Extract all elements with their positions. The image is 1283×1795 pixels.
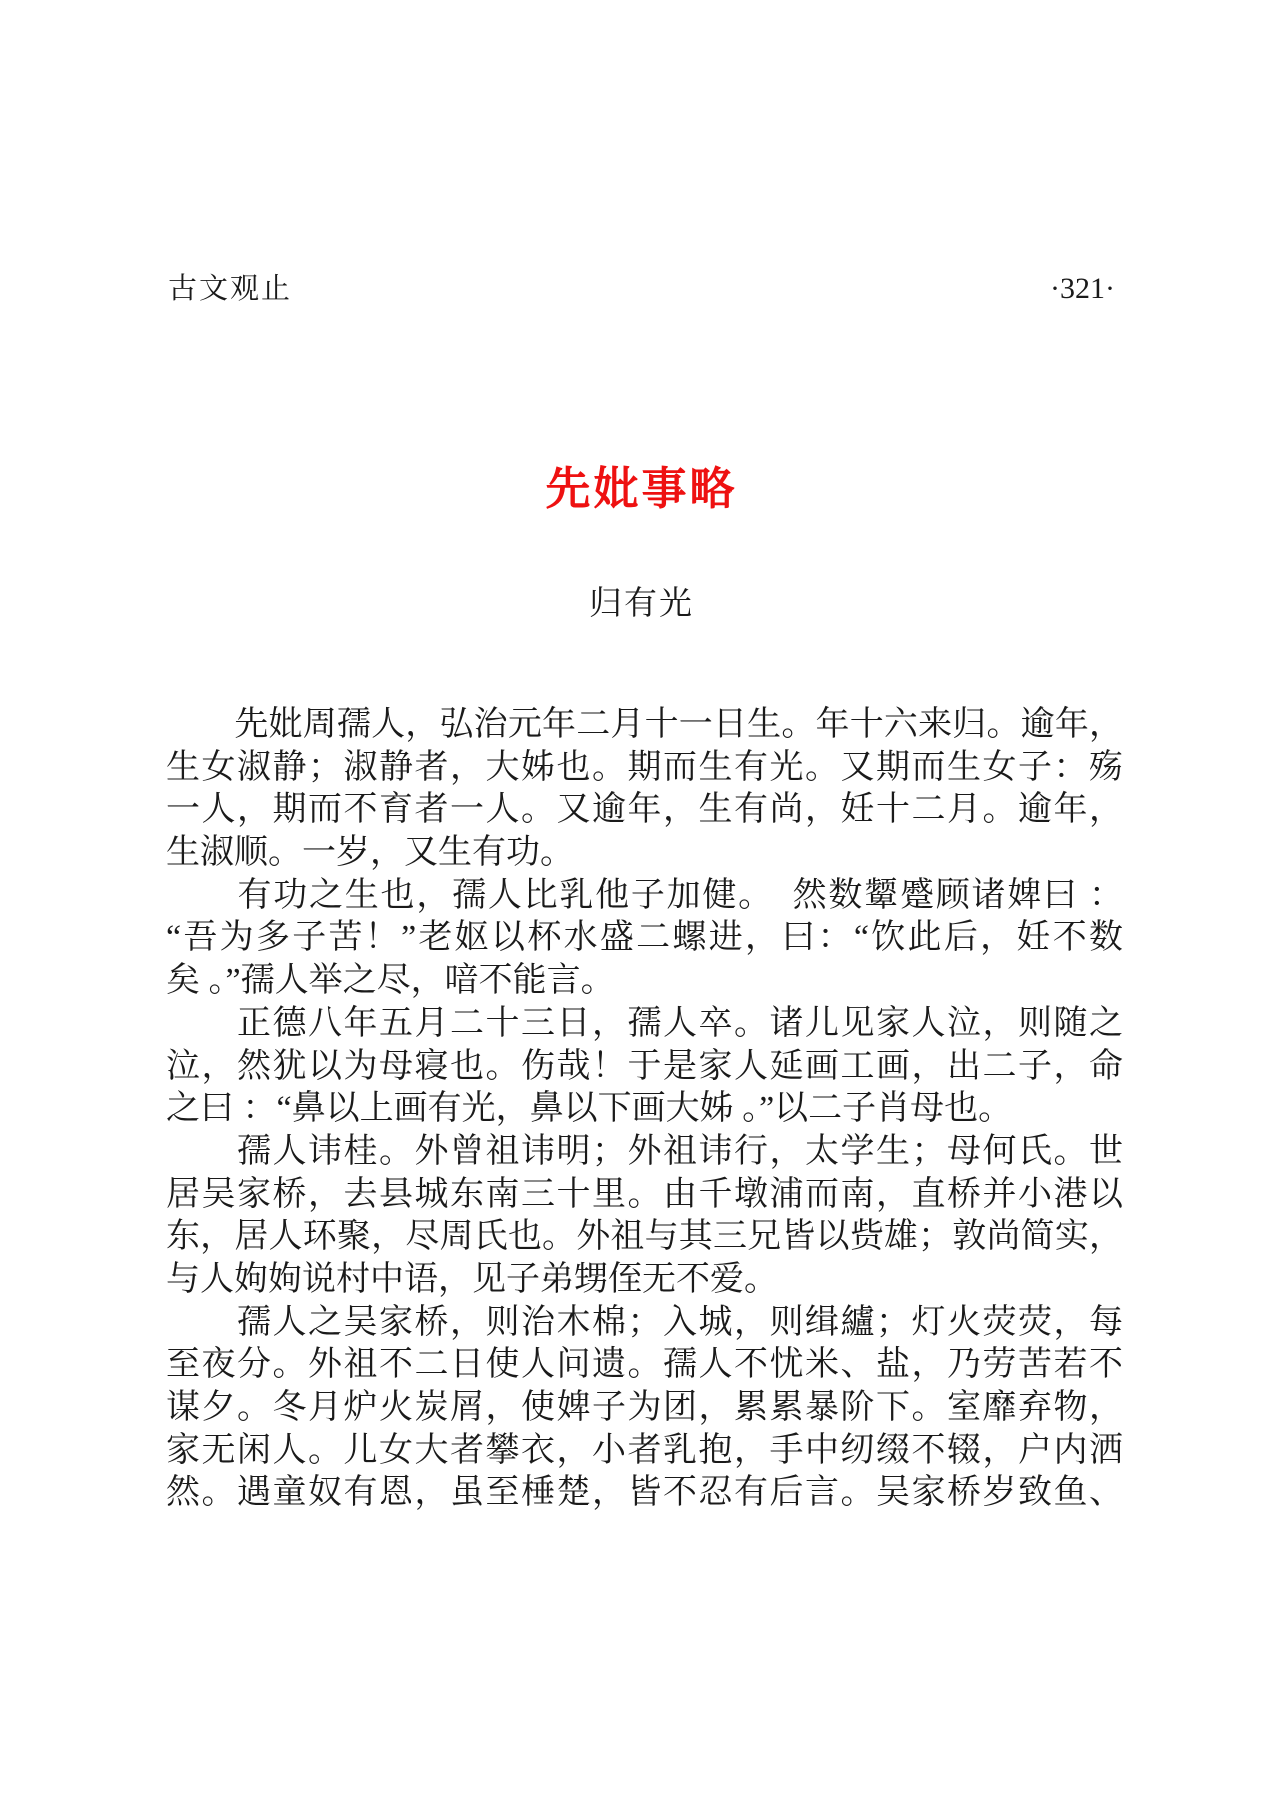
body-line: 居吴家桥，去县城东南三十里。由千墩浦而南，直桥并小港以 xyxy=(166,1175,1123,1213)
body-line: 孺人之吴家桥，则治木棉；入城，则缉纑；灯火荧荧，每 xyxy=(166,1303,1123,1341)
article-title: 先妣事略 xyxy=(545,463,738,514)
body-line: 生女淑静；淑静者，大姊也。期而生有光。又期而生女子：殇 xyxy=(166,748,1123,786)
body-line: 生淑顺。一岁，又生有功。 xyxy=(166,834,574,872)
body-line: 与人姁姁说村中语，见子弟甥侄无不爱。 xyxy=(166,1260,778,1298)
body-line: 东，居人环聚，尽周氏也。外祖与其三兄皆以赀雄；敦尚简实， xyxy=(166,1218,1123,1256)
body-line: 孺人讳桂。外曾祖讳明；外祖讳行，太学生；母何氏。世 xyxy=(166,1132,1123,1170)
body-line: 先妣周孺人，弘治元年二月十一日生。年十六来归。逾年， xyxy=(166,706,1123,743)
body-line: 泣，然犹以为母寝也。伤哉！于是家人延画工画，出二子，命 xyxy=(166,1047,1123,1085)
body-line: 矣 。”孺人举之尽，喑不能言。 xyxy=(166,962,615,1000)
body-line: 至夜分。外祖不二日使人问遗。孺人不忧米、盐，乃劳苦若不 xyxy=(166,1346,1123,1384)
body-line: 正德八年五月二十三日，孺人卒。诸儿见家人泣，则随之 xyxy=(166,1004,1123,1042)
body-line: “吾为多子苦！”老妪以杯水盛二螺进，曰：“饮此后，妊不数 xyxy=(166,919,1123,957)
page-number: ·321· xyxy=(1050,272,1115,305)
article-author: 归有光 xyxy=(589,586,694,622)
running-header xyxy=(168,272,1115,306)
article-body xyxy=(166,704,1123,1515)
body-line: 一人，期而不育者一人。又逾年，生有尚，妊十二月。逾年， xyxy=(166,791,1123,829)
body-line: 然。遇童奴有恩，虽至棰楚，皆不忍有后言。吴家桥岁致鱼、 xyxy=(166,1474,1123,1512)
body-line: 之曰 ：“鼻以上画有光，鼻以下画大姊 。”以二子肖母也。 xyxy=(166,1090,1013,1128)
body-line: 家无闲人。儿女大者攀衣，小者乳抱，手中纫缀不辍，户内洒 xyxy=(166,1431,1123,1469)
book-title: 古文观止 xyxy=(168,273,293,305)
body-line: 有功之生也，孺人比乳他子加健。 然数颦蹙顾诸婢曰 ： xyxy=(166,876,1123,914)
body-line: 谋夕。冬月炉火炭屑，使婢子为团，累累暴阶下。室靡弃物， xyxy=(166,1389,1123,1426)
